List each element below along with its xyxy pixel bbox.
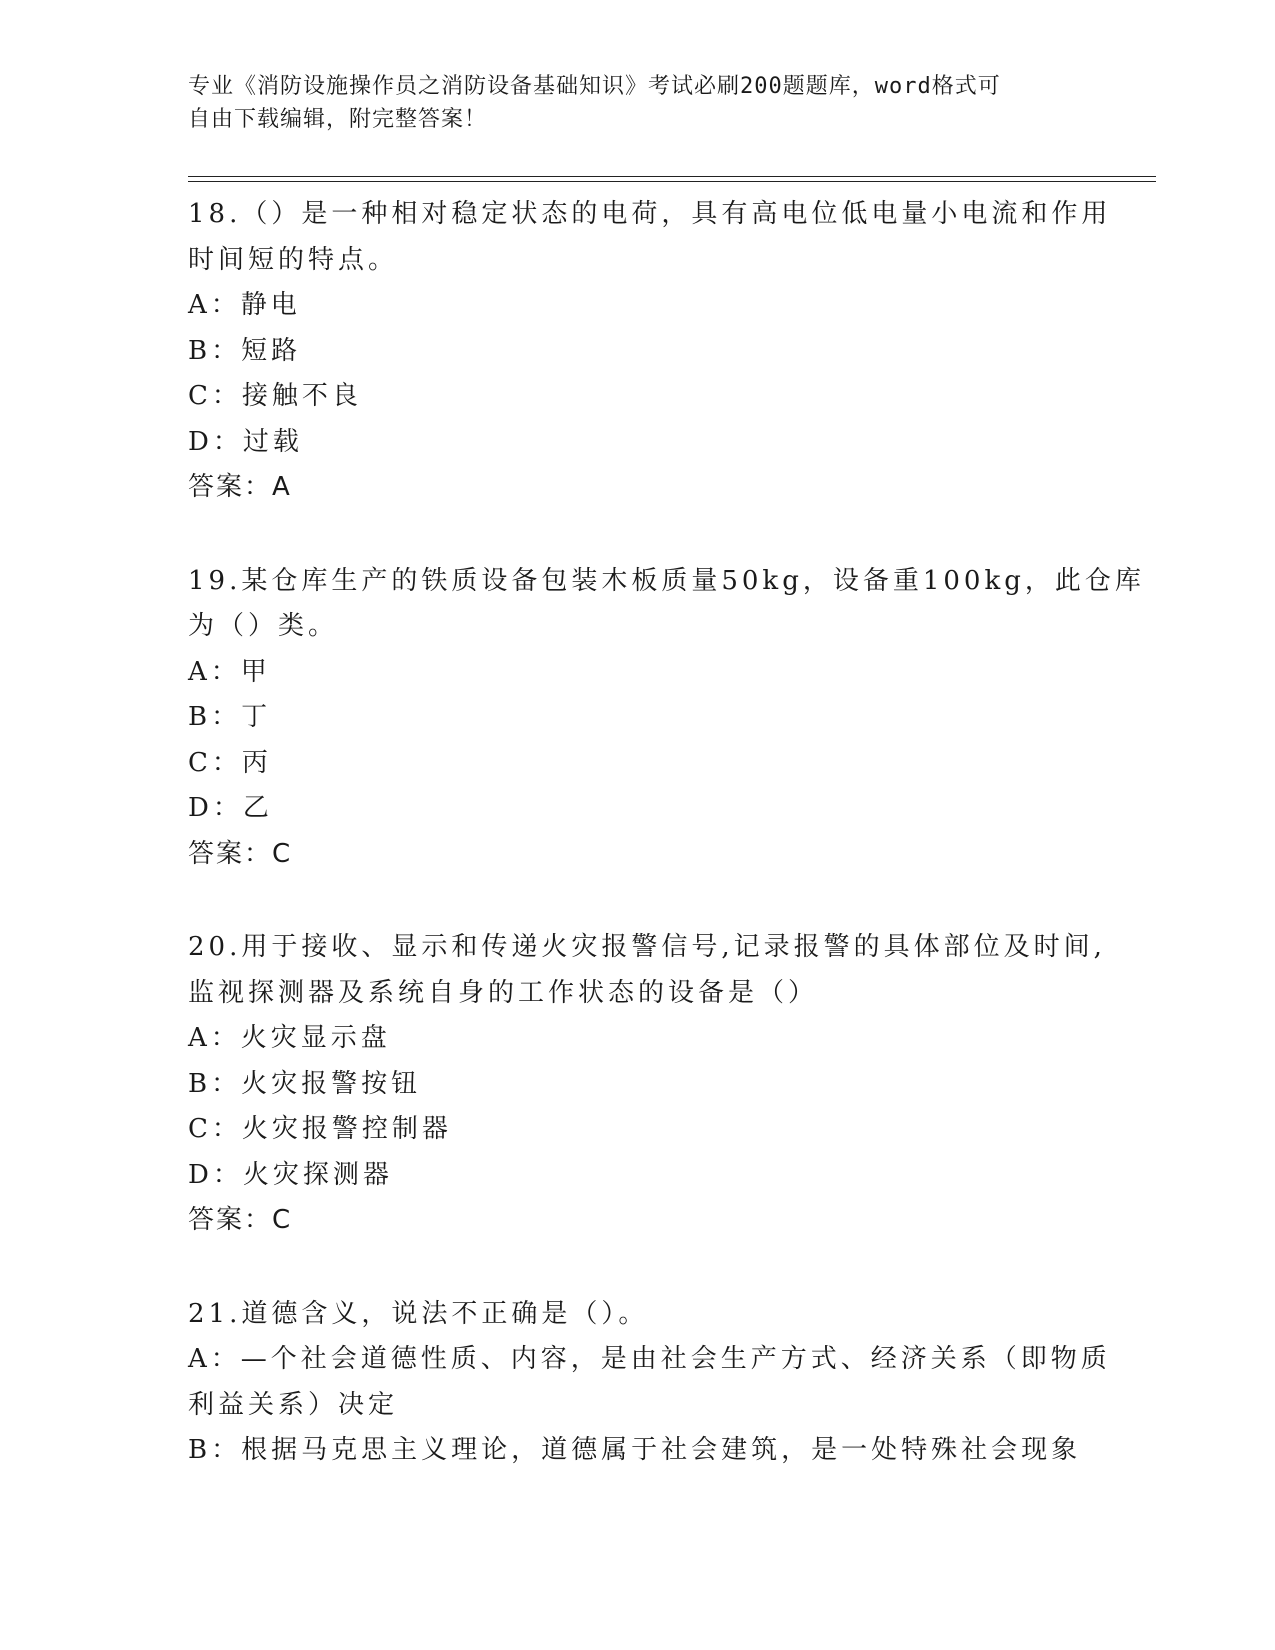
question-stem-line: 21.道德含义，说法不正确是（）。 xyxy=(188,1298,649,1329)
question-stem-line: 时间短的特点。 xyxy=(188,244,399,275)
option-a-continued: 利益关系）决定 xyxy=(188,1389,399,1420)
question-18 xyxy=(188,192,1112,511)
question-stem-line: 20.用于接收、显示和传递火灾报警信号,记录报警的具体部位及时间, xyxy=(188,932,1106,962)
option-a: A：甲 xyxy=(188,656,271,687)
option-a: A：火灾显示盘 xyxy=(188,1023,391,1053)
option-b: B：短路 xyxy=(188,335,302,366)
header-line-1: 专业《消防设施操作员之消防设备基础知识》考试必刷200题题库，word格式可 xyxy=(188,74,1001,99)
question-21 xyxy=(188,1292,1111,1474)
answer: 答案：C xyxy=(188,838,293,869)
option-d: D：火灾探测器 xyxy=(188,1159,393,1190)
question-stem-line: 19.某仓库生产的铁质设备包装木板质量50kg，设备重100kg，此仓库 xyxy=(188,565,1145,596)
answer: 答案：C xyxy=(188,1205,293,1235)
option-c: C：火灾报警控制器 xyxy=(188,1114,452,1144)
option-b: B：丁 xyxy=(188,702,272,732)
question-stem-line: 监视探测器及系统自身的工作状态的设备是（） xyxy=(188,977,819,1008)
option-c: C：丙 xyxy=(188,747,272,778)
answer: 答案：A xyxy=(188,472,292,502)
header-rule-top xyxy=(188,176,1156,177)
question-20 xyxy=(188,925,1106,1244)
question-stem-line: 18.（）是一种相对稳定状态的电荷，具有高电位低电量小电流和作用 xyxy=(188,199,1112,229)
option-c: C：接触不良 xyxy=(188,381,362,411)
header-rule-bottom xyxy=(188,181,1156,182)
question-19 xyxy=(188,559,1145,878)
header-line-2: 自由下载编辑，附完整答案！ xyxy=(188,107,488,132)
option-d: D：乙 xyxy=(188,793,273,823)
option-b: B：火灾报警按钮 xyxy=(188,1068,422,1099)
question-list xyxy=(188,192,1145,1522)
option-a: A：—个社会道德性质、内容，是由社会生产方式、经济关系（即物质 xyxy=(188,1344,1111,1374)
document-header xyxy=(188,70,1068,136)
option-d: D：过载 xyxy=(188,426,303,457)
option-a: A：静电 xyxy=(188,290,301,320)
question-stem-line: 为（）类。 xyxy=(188,611,339,641)
option-b: B：根据马克思主义理论，道德属于社会建筑，是一处特殊社会现象 xyxy=(188,1435,1082,1465)
